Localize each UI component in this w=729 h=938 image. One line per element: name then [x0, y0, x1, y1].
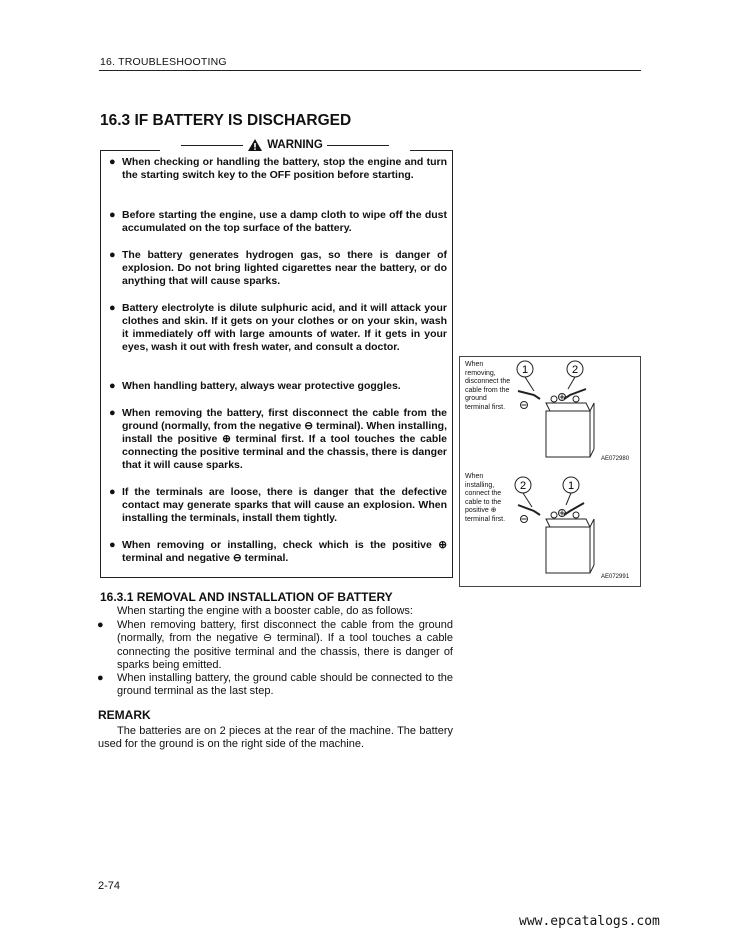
figure-caption-installation: When installing, connect the cable to the positive ⊕ terminal first.	[465, 473, 506, 523]
warning-item-text: When handling battery, always wear protective goggles.	[122, 380, 401, 392]
bullet: ●	[109, 380, 116, 392]
figure-id: AE072980	[601, 456, 630, 462]
warning-item	[109, 209, 447, 235]
warning-label: WARNING	[267, 139, 323, 151]
header-rule	[99, 70, 641, 71]
warning-item	[109, 486, 447, 525]
warning-item-text: When checking or handling the battery, stop the engine and turn the starting switch key to the OFF position before starting.	[122, 156, 447, 181]
footer-url: www.epcatalogs.com	[519, 914, 660, 929]
warning-item-text: When removing the battery, first disconnect the cable from the ground (normally, from the negative ⊖ terminal). When installing, install the positive ⊕ terminal first. If a tool touches the cable connecting the positive terminal and the chassis, there is danger that it will cause sparks.	[122, 407, 447, 471]
section-title: 16.3 IF BATTERY IS DISCHARGED	[100, 112, 352, 129]
figure-number: 1	[521, 364, 529, 376]
warning-item	[109, 407, 447, 472]
bullet: ●	[109, 486, 116, 498]
subsection-bullet-text: When installing battery, the ground cable should be connected to the ground terminal as the last step.	[117, 672, 453, 698]
warning-item-text: Before starting the engine, use a damp cloth to wipe off the dust accumulated on the top surface of the battery.	[122, 209, 447, 234]
bullet: ●	[109, 302, 116, 314]
bullet: ●	[109, 156, 116, 168]
warning-item	[109, 249, 447, 288]
warning-heading	[160, 136, 410, 154]
warning-rule-left	[181, 145, 243, 146]
page-header: 16. TROUBLESHOOTING	[100, 56, 227, 68]
bullet: ●	[109, 407, 116, 419]
bullet: ●	[109, 209, 116, 221]
warning-item-text: When removing or installing, check which is the positive ⊕ terminal and negative ⊖ terminal.	[122, 539, 447, 564]
figure-number: 1	[567, 480, 575, 492]
subsection-intro: When starting the engine with a booster cable, do as follows:	[117, 605, 413, 617]
figure-caption-removal: When removing, disconnect the cable from the ground terminal first.	[465, 361, 511, 411]
warning-item	[109, 156, 447, 182]
subsection-title: 16.3.1 REMOVAL AND INSTALLATION OF BATTERY	[100, 590, 393, 604]
page-number: 2-74	[98, 880, 121, 892]
figure-number: 2	[571, 364, 579, 376]
bullet: ●	[109, 249, 116, 261]
warning-triangle-icon	[247, 138, 263, 152]
warning-rule-right	[327, 145, 389, 146]
bullet: ●	[109, 539, 116, 551]
battery-installation-illustration	[510, 475, 638, 579]
figure-number: 2	[519, 480, 527, 492]
battery-removal-illustration	[510, 359, 638, 463]
remark-title: REMARK	[98, 708, 151, 722]
battery-figure	[459, 356, 641, 587]
warning-item-text: If the terminals are loose, there is danger that the defective contact may generate sparks that will cause an explosion. When installing the terminals, install them tightly.	[122, 486, 447, 524]
remark-text: The batteries are on 2 pieces at the rear of the machine. The battery used for the ground is on the right side of the machine.	[98, 725, 453, 751]
subsection-bullet-text: When removing battery, first disconnect the cable from the ground (normally, from the negative ⊖ terminal). If a tool touches a cable connecting the positive terminal and the chassis, there is danger of sparks being emitted.	[117, 619, 453, 671]
bullet: ●	[97, 619, 104, 631]
bullet: ●	[97, 672, 104, 684]
figure-id: AE072991	[601, 574, 630, 580]
warning-item-text: Battery electrolyte is dilute sulphuric acid, and it will attack your clothes and skin. If it gets on your clothes or on your skin, wash it immediately off with large amounts of water. If it gets in your eyes, wash it out with fresh water, and consult a doctor.	[122, 302, 447, 353]
warning-item	[109, 380, 447, 393]
warning-item-text: The battery generates hydrogen gas, so there is danger of explosion. Do not bring lighted cigarettes near the battery, or do anything that will cause sparks.	[122, 249, 447, 287]
warning-item	[109, 539, 447, 565]
warning-item	[109, 302, 447, 354]
